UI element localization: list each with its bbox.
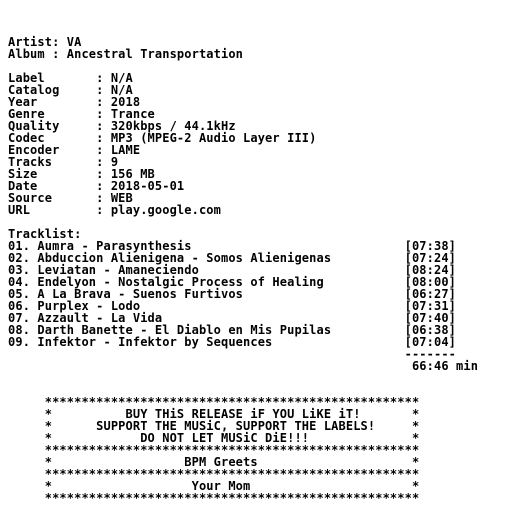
label-line: Label : N/A [8,71,133,85]
genre-line: Genre : Trance [8,107,155,121]
quality-line: Quality : 320kbps / 44.1kHz [8,119,236,133]
track-row: 04. Endelyon - Nostalgic Process of Healing [08:00] [8,275,457,289]
url-line: URL : play.google.com [8,203,221,217]
track-row: 05. A La Brava - Suenos Furtivos [06:27] [8,287,457,301]
track-row: 01. Aumra - Parasynthesis [07:38] [8,239,457,253]
artist-line: Artist: VA [8,35,82,49]
track-row: 02. Abduccion Alienigena - Somos Alienigenas [07:24] [8,251,457,265]
tracklist-heading: Tracklist: [8,227,82,241]
greets-box-border: *************************************************** [8,491,420,505]
greets-box-line: * DO NOT LET MUSiC DiE!!! * [8,431,420,445]
year-line: Year : 2018 [8,95,141,109]
tracks-line: Tracks : 9 [8,155,119,169]
track-row: 07. Azzault - La Vida [07:40] [8,311,457,325]
nfo-text-block [8,36,478,504]
blank-line [8,372,478,384]
greets-box-border: *************************************************** [8,443,420,457]
album-line: Album : Ancestral Transportation [8,47,244,61]
greets-box-border: *************************************************** [8,395,420,409]
greets-box-line: * BPM Greets * [8,455,420,469]
track-row: 03. Leviatan - Amaneciendo [08:24] [8,263,457,277]
track-row: 09. Infektor - Infektor by Sequences [07:04] [8,335,457,349]
track-row: 08. Darth Banette - El Diablo en Mis Pupilas [06:38] [8,323,457,337]
date-line: Date : 2018-05-01 [8,179,185,193]
encoder-line: Encoder : LAME [8,143,141,157]
source-line: Source : WEB [8,191,133,205]
total-duration: 66:46 min [8,359,479,373]
size-line: Size : 156 MB [8,167,155,181]
greets-box-line: * BUY THiS RELEASE iF YOU LiKE iT! * [8,407,420,421]
greets-box-border: *************************************************** [8,467,420,481]
total-divider: ------- [8,347,457,361]
track-row: 06. Purplex - Lodo [07:31] [8,299,457,313]
catalog-line: Catalog : N/A [8,83,133,97]
greets-box-line: * SUPPORT THE MUSiC, SUPPORT THE LABELS! * [8,419,420,433]
codec-line: Codec : MP3 (MPEG-2 Audio Layer III) [8,131,317,145]
greets-box-line: * Your Mom * [8,479,420,493]
